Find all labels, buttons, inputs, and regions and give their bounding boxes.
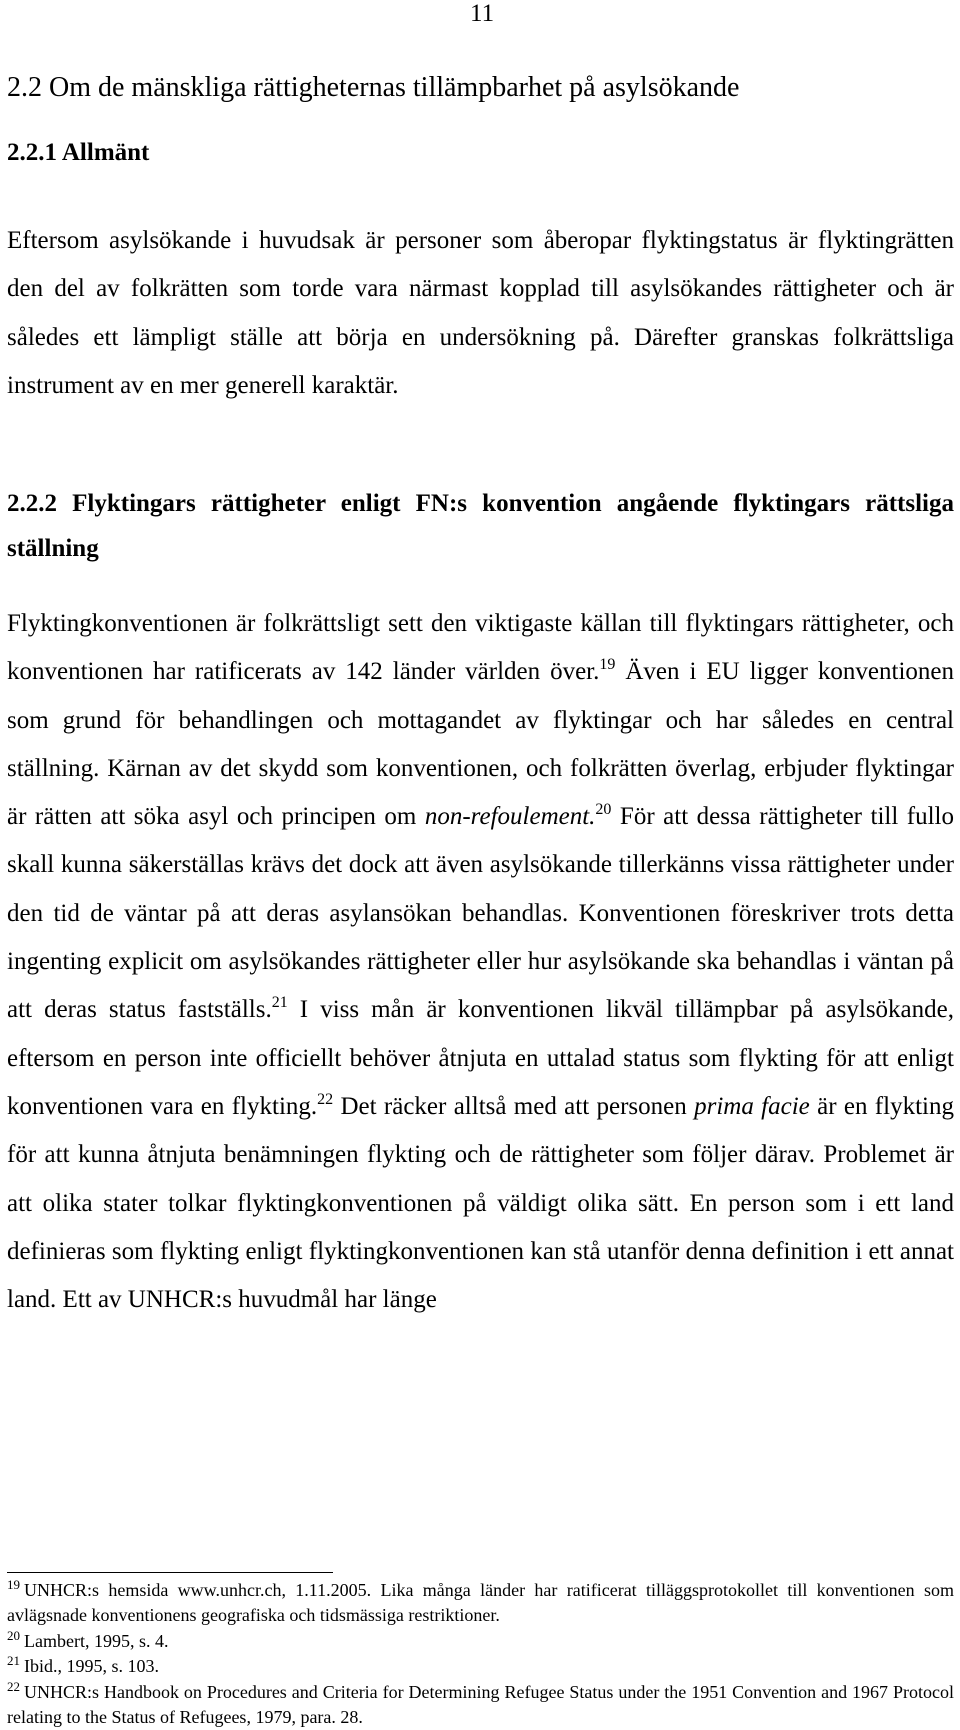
paragraph-intro: Eftersom asylsökande i huvudsak är personer som åberopar flyktingstatus är flyktingrätten den del av folkrätten som torde vara närmast kopplad till asylsökandes rättigheter och är således ett lämpligt ställe att börja en undersökning på. Därefter granskas folkrättsliga instrument av en mer generell karaktär. bbox=[7, 227, 954, 399]
text-run: Flyktingkonventionen är folkrättsligt sett den viktigaste källan till flyktingars rättigheter, och konventionen har ratificerats av 142 länder världen över. bbox=[7, 610, 954, 686]
footnotes bbox=[7, 1578, 954, 1730]
footnote-number: 20 bbox=[7, 1627, 20, 1643]
subsection-heading-flyktingars-rattigheter: 2.2.2 Flyktingars rättigheter enligt FN:s konvention angående flyktingars rättsliga ställning bbox=[7, 490, 954, 562]
footnote-text: UNHCR:s hemsida www.unhcr.ch, 1.11.2005. Lika många länder har ratificerat tilläggsprotokollet till konventionen som avlägsnade konventionens geografiska och tidsmässiga restriktioner. bbox=[7, 1580, 954, 1626]
footnote-number: 19 bbox=[7, 1577, 20, 1592]
footnote-19 bbox=[7, 1578, 954, 1629]
text-run: är en flykting för att kunna åtnjuta benämningen flykting och de rättigheter som följer därav. Problemet är att olika stater tolkar flyktingkonventionen på väldigt olika sätt. En person som i ett land definieras som flykting enligt flyktingkonventionen kan stå utanför denna definition i ett annat land. Ett av UNHCR:s huvudmål har länge bbox=[7, 1092, 954, 1314]
text-run: För att dessa rättigheter till fullo skall kunna säkerställas krävs det dock att även asylsökande tillerkänns vissa rättigheter under den tid de väntar på att deras asylansökan behandlas. Konventionen föreskriver trots detta ingenting explicit om asylsökandes rättigheter eller hur asylsökande ska behandlas i väntan på att deras status fastställs. bbox=[7, 803, 954, 1024]
footnote-text: Lambert, 1995, s. 4. bbox=[24, 1630, 169, 1651]
footnote-number: 22 bbox=[7, 1678, 20, 1694]
footnote-ref-19: 19 bbox=[599, 656, 616, 674]
paragraph-convention bbox=[7, 600, 954, 1324]
page-number: 11 bbox=[470, 0, 495, 27]
footnote-ref-21: 21 bbox=[271, 994, 288, 1012]
section-heading: 2.2 Om de mänskliga rättigheternas tillämpbarhet på asylsökande bbox=[7, 72, 740, 103]
text-run: I viss mån är konventionen likväl tillämpbar på asylsökande, eftersom en person inte officiellt behöver åtnjuta en uttalad status som flykting för att enligt konventionen vara en flykting. bbox=[7, 996, 954, 1120]
footnote-ref-20: 20 bbox=[595, 801, 612, 819]
italic-term-non-refoulement: non-refoulement. bbox=[424, 803, 596, 831]
footnote-ref-22: 22 bbox=[317, 1090, 334, 1108]
italic-term-prima-facie: prima facie bbox=[694, 1092, 810, 1120]
footnote-text: Ibid., 1995, s. 103. bbox=[24, 1656, 159, 1677]
footnote-20 bbox=[7, 1629, 954, 1654]
footnote-separator bbox=[7, 1572, 333, 1573]
footnote-22 bbox=[7, 1680, 954, 1730]
footnote-text: UNHCR:s Handbook on Procedures and Criteria for Determining Refugee Status under the 1951 Convention and 1967 Protocol relating to the Status of Refugees, 1979, para. 28. bbox=[7, 1681, 954, 1728]
text-run: Det räcker alltså med att personen bbox=[333, 1092, 695, 1120]
footnote-21 bbox=[7, 1654, 954, 1679]
text-run: Även i EU ligger konventionen som grund för behandlingen och mottagandet av flyktingar och har således en central ställning. Kärnan av det skydd som konventionen, och folkrätten överlag, erbjuder flyktingar är rätten att söka asyl och principen om bbox=[7, 658, 954, 831]
subsection-heading-allmant: 2.2.1 Allmänt bbox=[7, 139, 150, 166]
footnote-number: 21 bbox=[7, 1653, 20, 1669]
